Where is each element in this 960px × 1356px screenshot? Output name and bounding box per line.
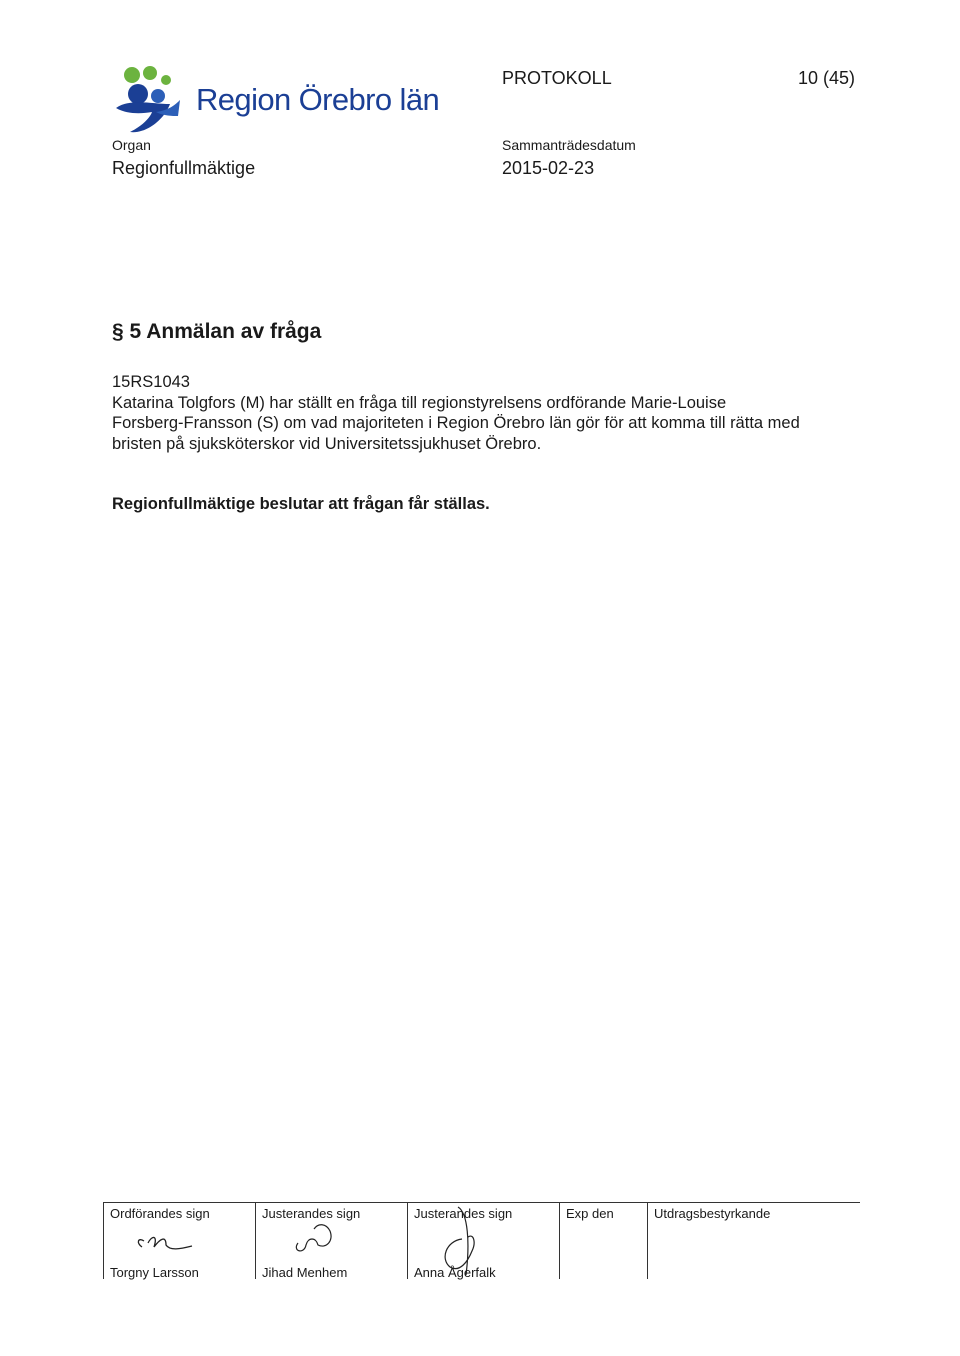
- body-line: bristen på sjuksköterskor vid Universitetssjukhuset Örebro.: [112, 434, 542, 453]
- signer-name: Anna Ågerfalk: [414, 1265, 496, 1280]
- signature-cell-chair: [103, 1203, 256, 1279]
- page-number: 10 (45): [798, 68, 856, 88]
- handwritten-signature: [132, 1229, 212, 1263]
- logo-figures-icon: [112, 64, 184, 138]
- body-line: Katarina Tolgfors (M) har ställt en fråga till regionstyrelsens ordförande Marie-Louise: [112, 393, 727, 412]
- signature-label: Ordförandes sign: [110, 1206, 210, 1221]
- signature-cell-certification: [647, 1203, 861, 1279]
- section-title: § 5 Anmälan av fråga: [112, 320, 322, 343]
- signature-cell-exp-date: [559, 1203, 648, 1279]
- organ-label: Organ: [112, 137, 151, 153]
- date-label: Sammanträdesdatum: [502, 137, 636, 153]
- body-line: Forsberg-Fransson (S) om vad majoriteten i Region Örebro län gör för att komma till rätta med: [112, 414, 800, 432]
- signature-cell-adjuster-1: [255, 1203, 408, 1279]
- signer-name: Torgny Larsson: [110, 1265, 199, 1280]
- signer-name: Jihad Menhem: [262, 1265, 348, 1280]
- section-body: [112, 372, 872, 454]
- signature-table: [103, 1202, 860, 1279]
- case-number: 15RS1043: [112, 373, 190, 391]
- document-type: PROTOKOLL: [502, 68, 612, 88]
- meeting-date: 2015-02-23: [502, 158, 595, 178]
- decision-text: Regionfullmäktige beslutar att frågan får ställas.: [112, 495, 490, 513]
- signature-cell-adjuster-2: [407, 1203, 560, 1279]
- organ-value: Regionfullmäktige: [112, 158, 256, 178]
- signature-label: Justerandes sign: [262, 1206, 361, 1221]
- signature-label: Justerandes sign: [414, 1206, 513, 1221]
- signature-label: Utdragsbestyrkande: [654, 1206, 771, 1221]
- handwritten-signature: [278, 1215, 358, 1259]
- organization-name: Region Örebro län: [196, 82, 440, 117]
- region-logo: [112, 64, 184, 138]
- signature-label: Exp den: [566, 1206, 614, 1221]
